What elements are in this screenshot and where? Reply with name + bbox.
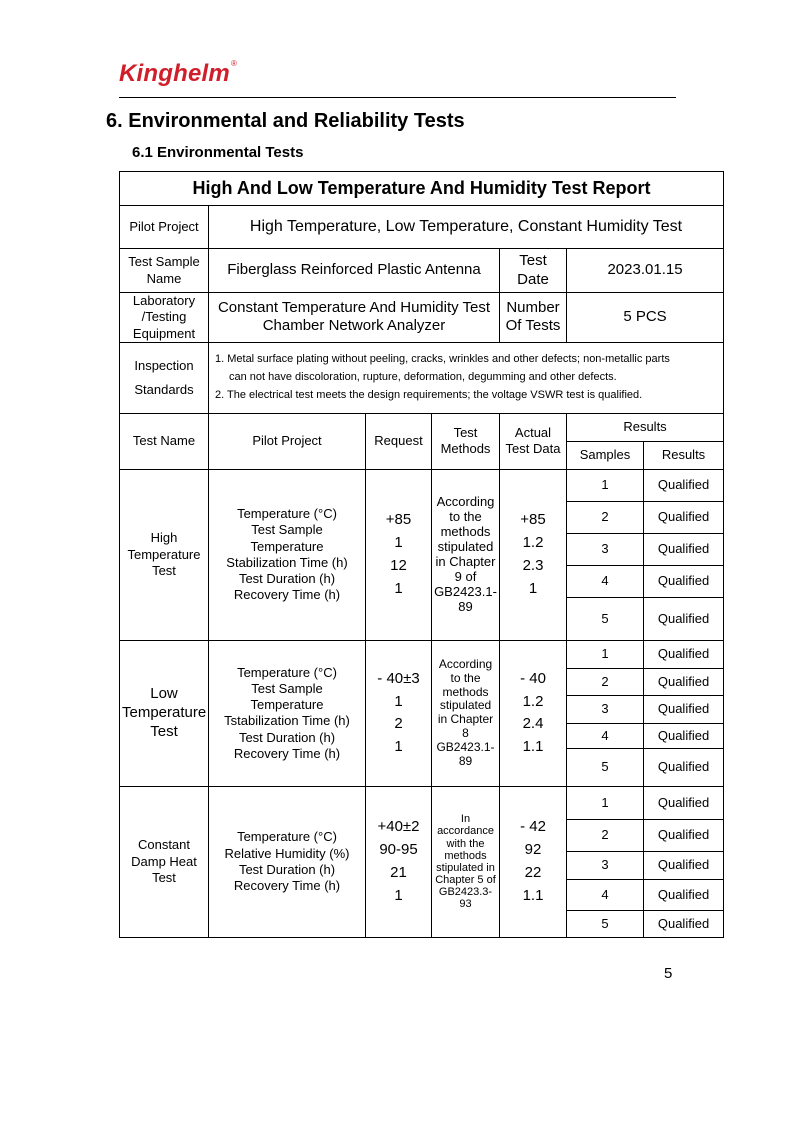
pilot-item: Recovery Time (h) [233, 745, 341, 761]
request-value: - 40±3 [377, 669, 420, 687]
pilot-items [209, 640, 366, 786]
actual-value: 1 [528, 579, 538, 597]
test-name: High Temperature Test [120, 469, 209, 640]
sample-number: 4 [567, 723, 644, 748]
request-value: 1 [394, 692, 403, 710]
col-request: Request [366, 413, 432, 469]
result-value: Qualified [644, 748, 724, 786]
sample-number: 3 [567, 533, 644, 565]
request-value: +40±2 [377, 818, 420, 836]
equipment-label: Laboratory /Testing Equipment [120, 293, 209, 343]
sample-number: 2 [567, 819, 644, 851]
standards-line-3: 2. The electrical test meets the design requirements; the voltage VSWR test is qualified. [215, 388, 643, 401]
request-value: +85 [385, 511, 412, 529]
num-tests-value: 5 PCS [567, 293, 724, 343]
pilot-item: Test Duration (h) [238, 571, 336, 586]
actual-value: 1.2 [522, 534, 544, 551]
request-value: 21 [390, 863, 407, 881]
test-report-table [119, 171, 724, 938]
result-value: Qualified [644, 469, 724, 501]
standards-line-1: 1. Metal surface plating without peeling, cracks, wrinkles and other defects; non-metallic parts [215, 353, 670, 366]
sample-number: 4 [567, 565, 644, 597]
pilot-item: Test Sample [251, 680, 323, 696]
result-value: Qualified [644, 695, 724, 723]
report-title: High And Low Temperature And Humidity Test Report [120, 172, 724, 206]
test-method: According to the methods stipulated in Chapter 8 GB2423.1-89 [432, 640, 500, 786]
request-value: 1 [394, 579, 403, 597]
sample-number: 4 [567, 879, 644, 910]
sample-number: 5 [567, 748, 644, 786]
request-value: 1 [394, 886, 403, 904]
actual-value: 92 [524, 841, 542, 858]
col-samples: Samples [567, 441, 644, 469]
pilot-item: Temperature [250, 538, 324, 554]
test-date-value: 2023.01.15 [567, 249, 724, 293]
actual-value: - 40 [520, 669, 546, 687]
pilot-item: Test Duration (h) [238, 729, 336, 745]
kinghelm-logo [119, 60, 237, 88]
result-value: Qualified [644, 786, 724, 819]
pilot-item: Stabilization Time (h) [226, 554, 348, 570]
request-value: 1 [394, 534, 403, 551]
request-values [366, 786, 432, 937]
sample-number: 5 [567, 597, 644, 640]
header-rule [119, 97, 676, 98]
equipment-value: Constant Temperature And Humidity Test Chamber Network Analyzer [209, 293, 500, 343]
num-tests-label: Number Of Tests [500, 293, 567, 343]
standards-label: Inspection Standards [120, 342, 209, 413]
pilot-item: Tstabilization Time (h) [224, 713, 350, 729]
col-pilot-project: Pilot Project [209, 413, 366, 469]
pilot-item: Relative Humidity (%) [224, 845, 350, 861]
pilot-items [209, 786, 366, 937]
col-results: Results [567, 413, 724, 441]
actual-values [500, 786, 567, 937]
actual-value: - 42 [520, 818, 546, 836]
standards-line-2: can not have discoloration, rupture, deformation, degumming and other defects. [229, 370, 617, 383]
sample-number: 3 [567, 695, 644, 723]
sample-number: 1 [567, 640, 644, 668]
result-value: Qualified [644, 640, 724, 668]
actual-value: 2.4 [522, 715, 544, 733]
request-values [366, 640, 432, 786]
pilot-item: Temperature (°C) [237, 506, 337, 521]
actual-values [500, 640, 567, 786]
test-method: According to the methods stipulated in Chapter 9 of GB2423.1-89 [432, 469, 500, 640]
pilot-item: Recovery Time (h) [233, 587, 341, 603]
sample-number: 2 [567, 501, 644, 533]
actual-value: 1.1 [522, 738, 544, 755]
pilot-item: Test Duration (h) [238, 861, 336, 877]
test-method: In accordance with the methods stipulated in Chapter 5 of GB2423.3-93 [432, 786, 500, 937]
registered-mark: ® [230, 59, 238, 68]
test-name: Constant Damp Heat Test [120, 786, 209, 937]
col-results-sub: Results [644, 441, 724, 469]
actual-value: +85 [520, 511, 546, 529]
request-value: 2 [394, 715, 403, 733]
result-value: Qualified [644, 851, 724, 879]
pilot-item: Temperature (°C) [237, 664, 337, 680]
col-test-name: Test Name [120, 413, 209, 469]
result-value: Qualified [644, 668, 724, 695]
result-value: Qualified [644, 819, 724, 851]
pilot-item: Temperature [250, 697, 324, 712]
result-value: Qualified [644, 533, 724, 565]
request-value: 1 [394, 738, 403, 755]
pilot-item: Temperature (°C) [237, 829, 337, 845]
test-name: Low Temperature Test [120, 640, 209, 786]
result-value: Qualified [644, 597, 724, 640]
result-value: Qualified [644, 565, 724, 597]
sample-name-label: Test Sample Name [120, 249, 209, 293]
result-value: Qualified [644, 879, 724, 910]
sample-number: 2 [567, 668, 644, 695]
pilot-project-value: High Temperature, Low Temperature, Constant Humidity Test [209, 206, 724, 249]
request-values [366, 469, 432, 640]
pilot-item: Test Sample [251, 522, 323, 538]
page-number: 5 [664, 965, 673, 982]
col-actual-data: Actual Test Data [500, 413, 567, 469]
sample-name-value: Fiberglass Reinforced Plastic Antenna [209, 249, 500, 293]
subsection-title: 6.1 Environmental Tests [132, 144, 304, 161]
sample-number: 1 [567, 469, 644, 501]
result-value: Qualified [644, 723, 724, 748]
result-value: Qualified [644, 501, 724, 533]
standards-text [209, 342, 724, 413]
col-test-methods: Test Methods [432, 413, 500, 469]
actual-value: 22 [524, 863, 542, 881]
pilot-items [209, 469, 366, 640]
actual-value: 2.3 [522, 556, 544, 574]
pilot-project-label: Pilot Project [120, 206, 209, 249]
section-title: 6. Environmental and Reliability Tests [106, 110, 465, 132]
test-date-label: Test Date [500, 249, 567, 293]
sample-number: 5 [567, 910, 644, 937]
result-value: Qualified [644, 910, 724, 937]
actual-values [500, 469, 567, 640]
actual-value: 1.2 [522, 692, 544, 710]
request-value: 90-95 [379, 841, 418, 858]
logo-text: Kinghelm [119, 60, 230, 87]
actual-value: 1.1 [522, 886, 544, 904]
sample-number: 3 [567, 851, 644, 879]
request-value: 12 [390, 556, 407, 574]
pilot-item: Recovery Time (h) [233, 878, 341, 893]
sample-number: 1 [567, 786, 644, 819]
